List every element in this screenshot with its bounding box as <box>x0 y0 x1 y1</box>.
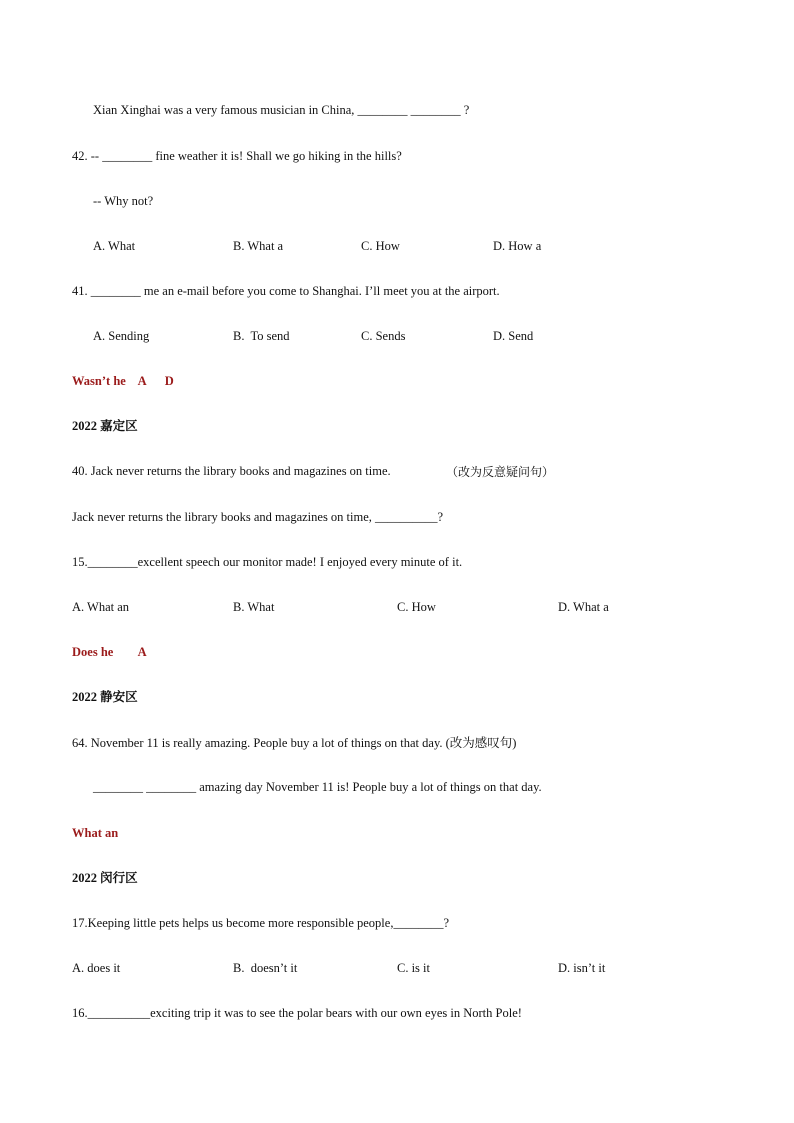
question-17: 17.Keeping little pets helps us become more responsible people,________? <box>72 916 449 930</box>
option-a: A. What an <box>72 600 130 614</box>
question-40: 40. Jack never returns the library books and magazines on time. <box>72 464 391 478</box>
question-64-fill: ________ ________ amazing day November 11 is! People buy a lot of things on that day. <box>93 780 542 794</box>
option-b: B. What <box>233 600 275 614</box>
option-b: B. doesn’t it <box>233 961 298 975</box>
question-40-fill: Jack never returns the library books and magazines on time, __________? <box>72 510 444 524</box>
option-b: B. What a <box>233 239 284 253</box>
option-d: D. How a <box>493 239 542 253</box>
question-64: 64. November 11 is really amazing. People buy a lot of things on that day. (改为感叹句) <box>72 736 517 750</box>
option-c: C. Sends <box>361 329 406 343</box>
option-d: D. isn’t it <box>558 961 606 975</box>
question-line: Xian Xinghai was a very famous musician in China, ________ ________ ? <box>93 103 470 117</box>
option-d: D. Send <box>493 329 534 343</box>
option-a: A. Sending <box>93 329 150 343</box>
option-c: C. How <box>361 239 400 253</box>
option-c: C. is it <box>397 961 430 975</box>
option-a: A. does it <box>72 961 121 975</box>
answer-key: Wasn’t he A D <box>72 374 174 388</box>
answer-key: Does he A <box>72 645 147 659</box>
section-heading: 2022 闵行区 <box>72 871 138 885</box>
question-16: 16.__________exciting trip it was to see the polar bears with our own eyes in North Pole! <box>72 1006 522 1020</box>
section-heading: 2022 静安区 <box>72 690 138 704</box>
question-41: 41. ________ me an e-mail before you come to Shanghai. I’ll meet you at the airport. <box>72 284 500 298</box>
question-42: 42. -- ________ fine weather it is! Shall we go hiking in the hills? <box>72 149 402 163</box>
question-15: 15.________excellent speech our monitor made! I enjoyed every minute of it. <box>72 555 463 569</box>
option-d: D. What a <box>558 600 609 614</box>
option-b: B. To send <box>233 329 290 343</box>
answer-key: What an <box>72 826 119 840</box>
question-40-instruction: （改为反意疑问句） <box>446 465 555 479</box>
question-42-reply: -- Why not? <box>93 194 154 208</box>
option-c: C. How <box>397 600 436 614</box>
option-a: A. What <box>93 239 136 253</box>
section-heading: 2022 嘉定区 <box>72 419 138 433</box>
